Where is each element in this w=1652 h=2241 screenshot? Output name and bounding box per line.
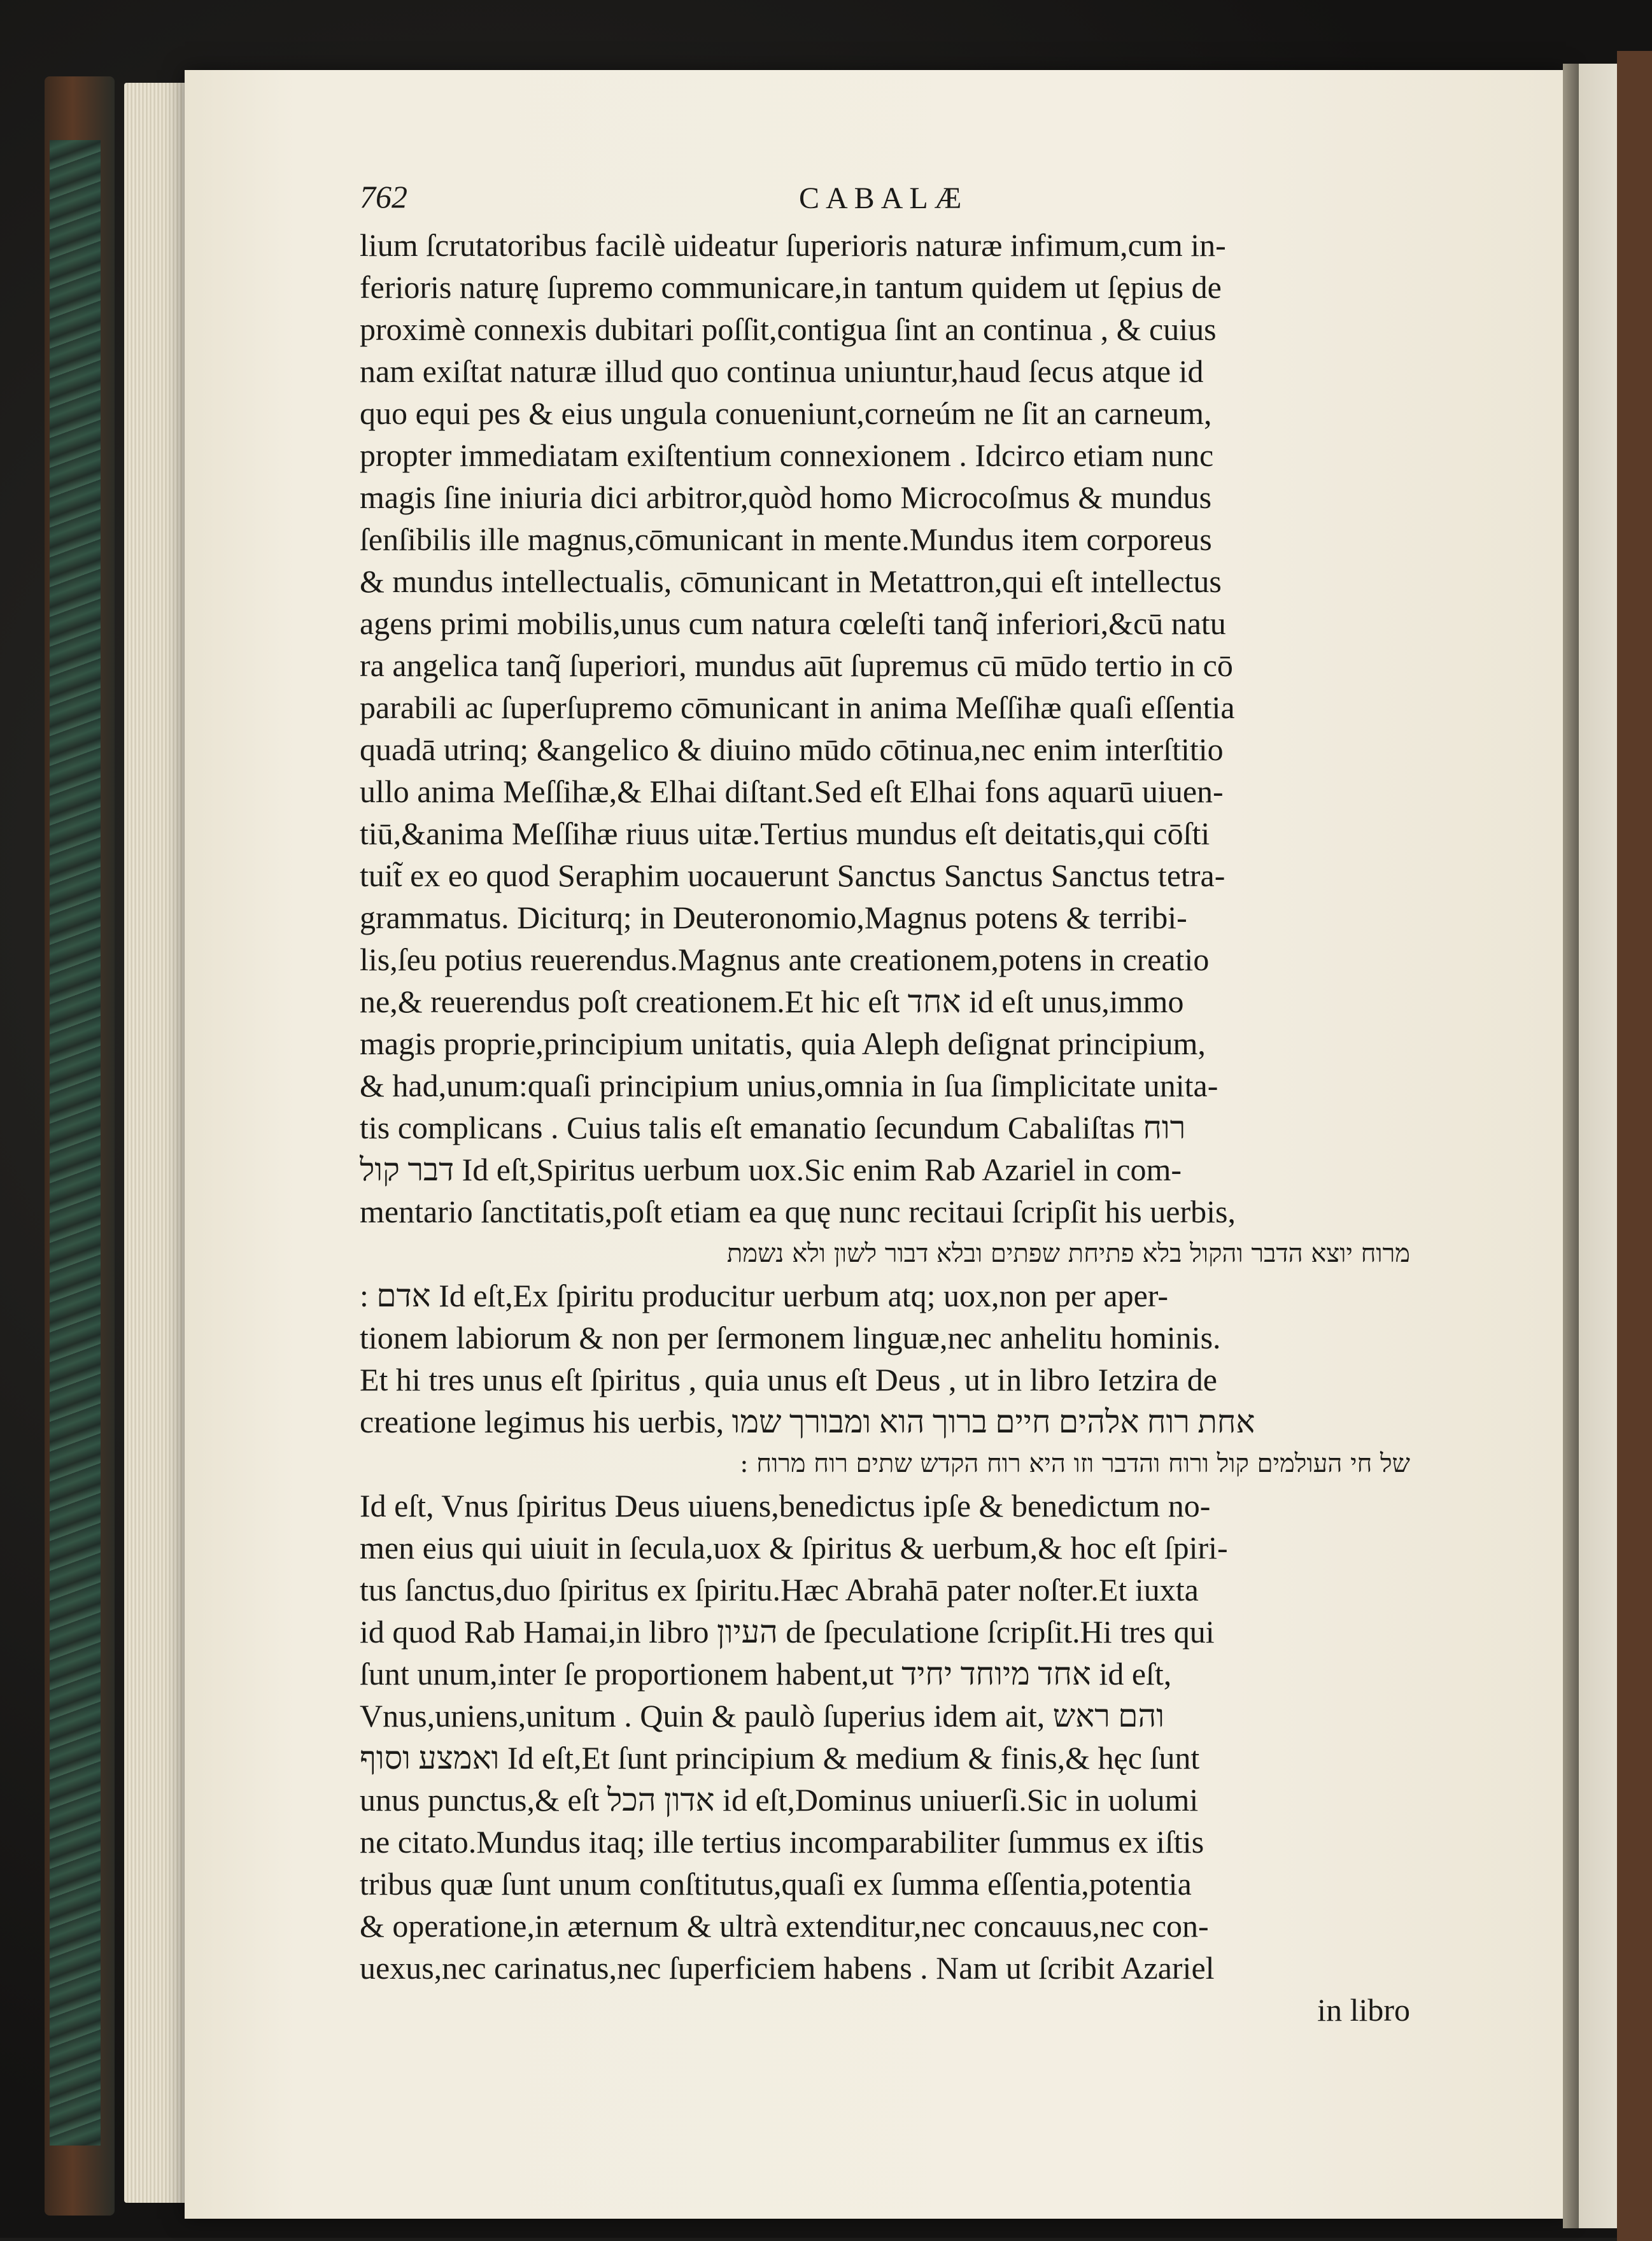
marbled-edge bbox=[50, 140, 101, 2146]
text-line: lis,ſeu potius reuerendus.Magnus ante creationem,potens in creatio bbox=[360, 942, 1210, 977]
text-line: magis ſine iniuria dici arbitror,quòd homo Microcoſmus & mundus bbox=[360, 479, 1212, 515]
running-head: CABALÆ bbox=[799, 181, 968, 215]
text-line: id quod Rab Hamai,in libro העיון de ſpeculatione ſcripſit.Hi tres qui bbox=[360, 1614, 1215, 1650]
text-line: Vnus,uniens,unitum . Quin & paulò ſuperius idem ait, והם ראש bbox=[360, 1698, 1165, 1734]
catchword: in libro bbox=[1317, 1992, 1410, 2028]
text-line: ne citato.Mundus itaq; ille tertius incomparabiliter ſummus ex iſtis bbox=[360, 1824, 1204, 1860]
text-line: ſenſibilis ille magnus,cōmunicant in mente.Mundus item corporeus bbox=[360, 521, 1212, 557]
text-line: tiū,&anima Meſſihæ riuus uitæ.Tertius mundus eſt deitatis,qui cōſti bbox=[360, 816, 1210, 851]
text-line: tuit̃ ex eo quod Seraphim uocauerunt Sanctus Sanctus Sanctus tetra- bbox=[360, 858, 1225, 893]
text-line: tribus quæ ſunt unum conſtitutus,quaſi ex ſumma eſſentia,potentia bbox=[360, 1866, 1192, 1902]
text-line: tus ſanctus,duo ſpiritus ex ſpiritu.Hæc Abrahā pater noſter.Et iuxta bbox=[360, 1572, 1199, 1608]
text-line: agens primi mobilis,unus cum natura cœleſti tanq̃ inferiori,&cū natu bbox=[360, 605, 1226, 641]
text-line: ferioris naturę ſupremo communicare,in tantum quidem ut ſępius de bbox=[360, 269, 1222, 305]
text-line: ullo anima Meſſihæ,& Elhai diſtant.Sed eſt Elhai fons aquarū uiuen- bbox=[360, 774, 1224, 809]
text-line: ne,& reuerendus poſt creationem.Et hic eſt אחד id eſt unus,immo bbox=[360, 984, 1184, 1019]
text-line: quo equi pes & eius ungula conueniunt,corneúm ne ſit an carneum, bbox=[360, 395, 1212, 431]
text-line: propter immediatam exiſtentium connexionem . Idcirco etiam nunc bbox=[360, 437, 1214, 473]
text-line: Et hi tres unus eſt ſpiritus , quia unus eſt Deus , ut in libro Ietzira de bbox=[360, 1362, 1217, 1397]
text-line: tionem labiorum & non per ſermonem linguæ,nec anhelitu hominis. bbox=[360, 1320, 1221, 1355]
text-line: ſunt unum,inter ſe proportionem habent,ut אחד מיוחד יחיד id eſt, bbox=[360, 1656, 1172, 1692]
text-line: & operatione,in æternum & ultrà extenditur,nec concauus,nec con- bbox=[360, 1908, 1209, 1944]
page-edges bbox=[124, 83, 194, 2203]
text-line: grammatus. Diciturq; in Deuteronomio,Magnus potens & terribi- bbox=[360, 900, 1187, 935]
text-line: : אדם Id eſt,Ex ſpiritu producitur uerbum atq; uox,non per aper- bbox=[360, 1278, 1169, 1313]
body-text bbox=[360, 224, 1410, 2058]
hebrew-line: מרוח יוצא הדבר והקול בלא פתיחת שפתים ובלא דבור לשון ולא נשמת bbox=[726, 1239, 1410, 1268]
text-line: unus punctus,& eſt אדון הכל id eſt,Dominus uniuerſi.Sic in uolumi bbox=[360, 1782, 1199, 1818]
text-line: uexus,nec carinatus,nec ſuperficiem habens . Nam ut ſcribit Azariel bbox=[360, 1950, 1215, 1986]
text-line: ra angelica tanq̃ ſuperiori, mundus aūt ſupremus cū mūdo tertio in cō bbox=[360, 647, 1233, 683]
text-line: parabili ac ſuperſupremo cōmunicant in anima Meſſihæ quaſi eſſentia bbox=[360, 689, 1235, 725]
hebrew-line: של חי העולמים קול ורוח והדבר וזו היא רוח הקדש שתים רוח מרוח : bbox=[740, 1449, 1410, 1478]
text-line: & had,unum:quaſi principium unius,omnia in ſua ſimplicitate unita- bbox=[360, 1068, 1218, 1103]
page-header bbox=[360, 172, 1416, 229]
text-line: דבר קול Id eſt,Spiritus uerbum uox.Sic enim Rab Azariel in com- bbox=[360, 1152, 1182, 1187]
text-line: tis complicans . Cuius talis eſt emanatio ſecundum Cabaliſtas רוח bbox=[360, 1110, 1186, 1145]
text-line: quadā utrinq; &angelico & diuino mūdo cōtinua,nec enim interſtitio bbox=[360, 732, 1224, 767]
text-line: magis proprie,principium unitatis, quia Aleph deſignat principium, bbox=[360, 1026, 1206, 1061]
text-line: mentario ſanctitatis,poſt etiam ea quę nunc recitaui ſcripſit his uerbis, bbox=[360, 1194, 1236, 1229]
text-line: Id eſt, Vnus ſpiritus Deus uiuens,benedictus ipſe & benedictum no- bbox=[360, 1488, 1211, 1523]
text-line: lium ſcrutatoribus facilè uideatur ſuperioris naturæ infimum,cum in- bbox=[360, 227, 1226, 263]
text-line: ואמצע וסוף Id eſt,Et ſunt principium & medium & finis,& hęc ſunt bbox=[360, 1740, 1200, 1776]
text-line: nam exiſtat naturæ illud quo continua uniuntur,haud ſecus atque id bbox=[360, 353, 1204, 389]
text-line: proximè connexis dubitari poſſit,contigua ſint an continua , & cuius bbox=[360, 311, 1217, 347]
text-line: creatione legimus his uerbis, אחת רוח אלהים חיים ברוך הוא ומבורך שמו bbox=[360, 1404, 1255, 1439]
text-line: & mundus intellectualis, cōmunicant in Metattron,qui eſt intellectus bbox=[360, 563, 1222, 599]
text-line: men eius qui uiuit in ſecula,uox & ſpiritus & uerbum,& hoc eſt ſpiri- bbox=[360, 1530, 1228, 1566]
page-number: 762 bbox=[360, 179, 407, 215]
book-cover-right bbox=[1617, 51, 1652, 2241]
